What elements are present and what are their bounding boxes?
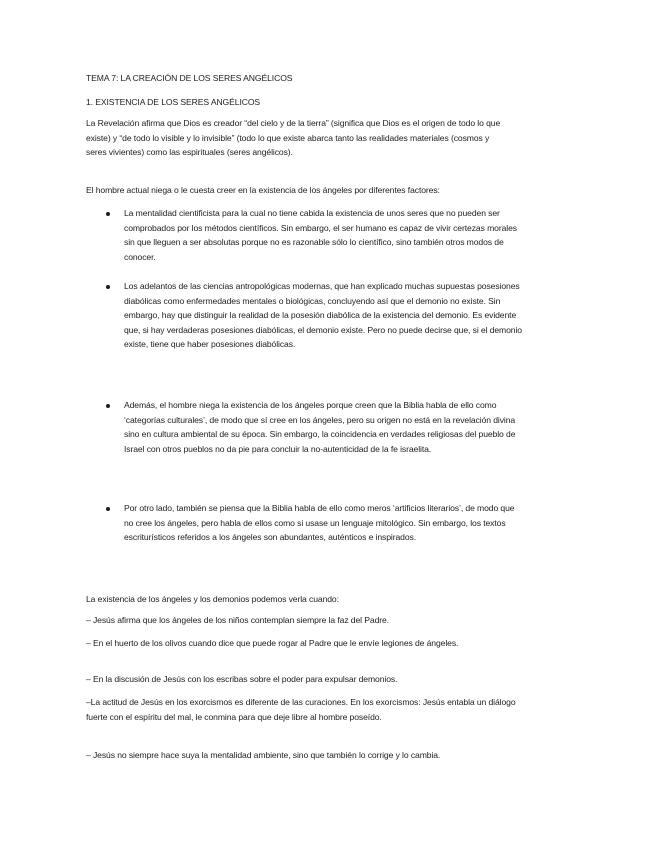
bullet-marker	[106, 285, 110, 289]
evidence-intro: La existencia de los ángeles y los demonios podemos verla cuando:	[86, 594, 339, 604]
bullet-item: Además, el hombre niega la existencia de los ángeles porque creen que la Biblia habla de ello como ‘categorías culturales’, de modo que sí cree en los ángeles, pero su origen no está en la revelación divina sino en cultura ambiental de su época. Sin embargo, la coincidencia en verdades religiosas del pueblo de Israel con otros pueblos no da pie para concluir la no-autenticidad de la fe israelita.	[124, 400, 516, 454]
intro-paragraph: La Revelación afirma que Dios es creador “del cielo y de la tierra” (significa que Dios es el origen de todo lo que existe) y “de todo lo visible y lo invisible” (todo lo que existe abarca tanto las realidades materiales (cosmos y seres vivientes) como las espirituales (seres angélicos).	[86, 118, 501, 158]
section-heading: 1. EXISTENCIA DE LOS SERES ANGÉLICOS	[86, 97, 261, 107]
bullet-marker	[106, 212, 110, 216]
evidence-item: – En la discusión de Jesús con los escribas sobre el poder para expulsar demonios.	[86, 674, 398, 684]
factors-intro: El hombre actual niega o le cuesta creer en la existencia de los ángeles por diferentes factores:	[86, 185, 440, 195]
bullet-item: Los adelantos de las ciencias antropológicas modernas, que han explicado muchas supuestas posesiones diabólicas como enfermedades mentales o biológicas, concluyendo así que el demonio no existe. Sin embargo, hay que distinguir la realidad de la posesión diabólica de la existencia del demonio. Es evidente que, si hay verdaderas posesiones diabólicas, el demonio existe. Pero no puede decirse que, si el demonio existe, tiene que haber posesiones diabólicas.	[124, 281, 522, 350]
bullet-item: Por otro lado, también se piensa que la Biblia habla de ello como meros ‘artificios literarios’, de modo que no cree los ángeles, pero habla de ellos como si usase un lenguaje mitológico. Sin embargo, los textos escriturísticos referidos a los ángeles son abundantes, auténticos e inspirados.	[124, 503, 515, 543]
evidence-item: –La actitud de Jesús en los exorcismos es diferente de las curaciones. En los exorcismos: Jesús entabla un diálogo fuerte con el espíritu del mal, le conmina para que deje libre al hombre poseído.	[86, 697, 516, 722]
page-title: TEMA 7: LA CREACIÓN DE LOS SERES ANGÉLICOS	[86, 73, 293, 83]
evidence-item: – Jesús no siempre hace suya la mentalidad ambiente, sino que también lo corrige y lo cambia.	[86, 750, 441, 760]
evidence-item: – Jesús afirma que los ángeles de los niños contemplan siempre la faz del Padre.	[86, 615, 389, 625]
bullet-item: La mentalidad cientificista para la cual no tiene cabida la existencia de unos seres que no pueden ser comprobados por los métodos científicos. Sin embargo, el ser humano es capaz de vivir certezas morales sin que lleguen a ser absolutas porque no es razonable sólo lo científico, sino también otros modos de conocer.	[124, 208, 517, 262]
bullet-marker	[106, 507, 110, 511]
bullet-marker	[106, 404, 110, 408]
evidence-item: – En el huerto de los olivos cuando dice que puede rogar al Padre que le envíe legiones de ángeles.	[86, 638, 459, 648]
